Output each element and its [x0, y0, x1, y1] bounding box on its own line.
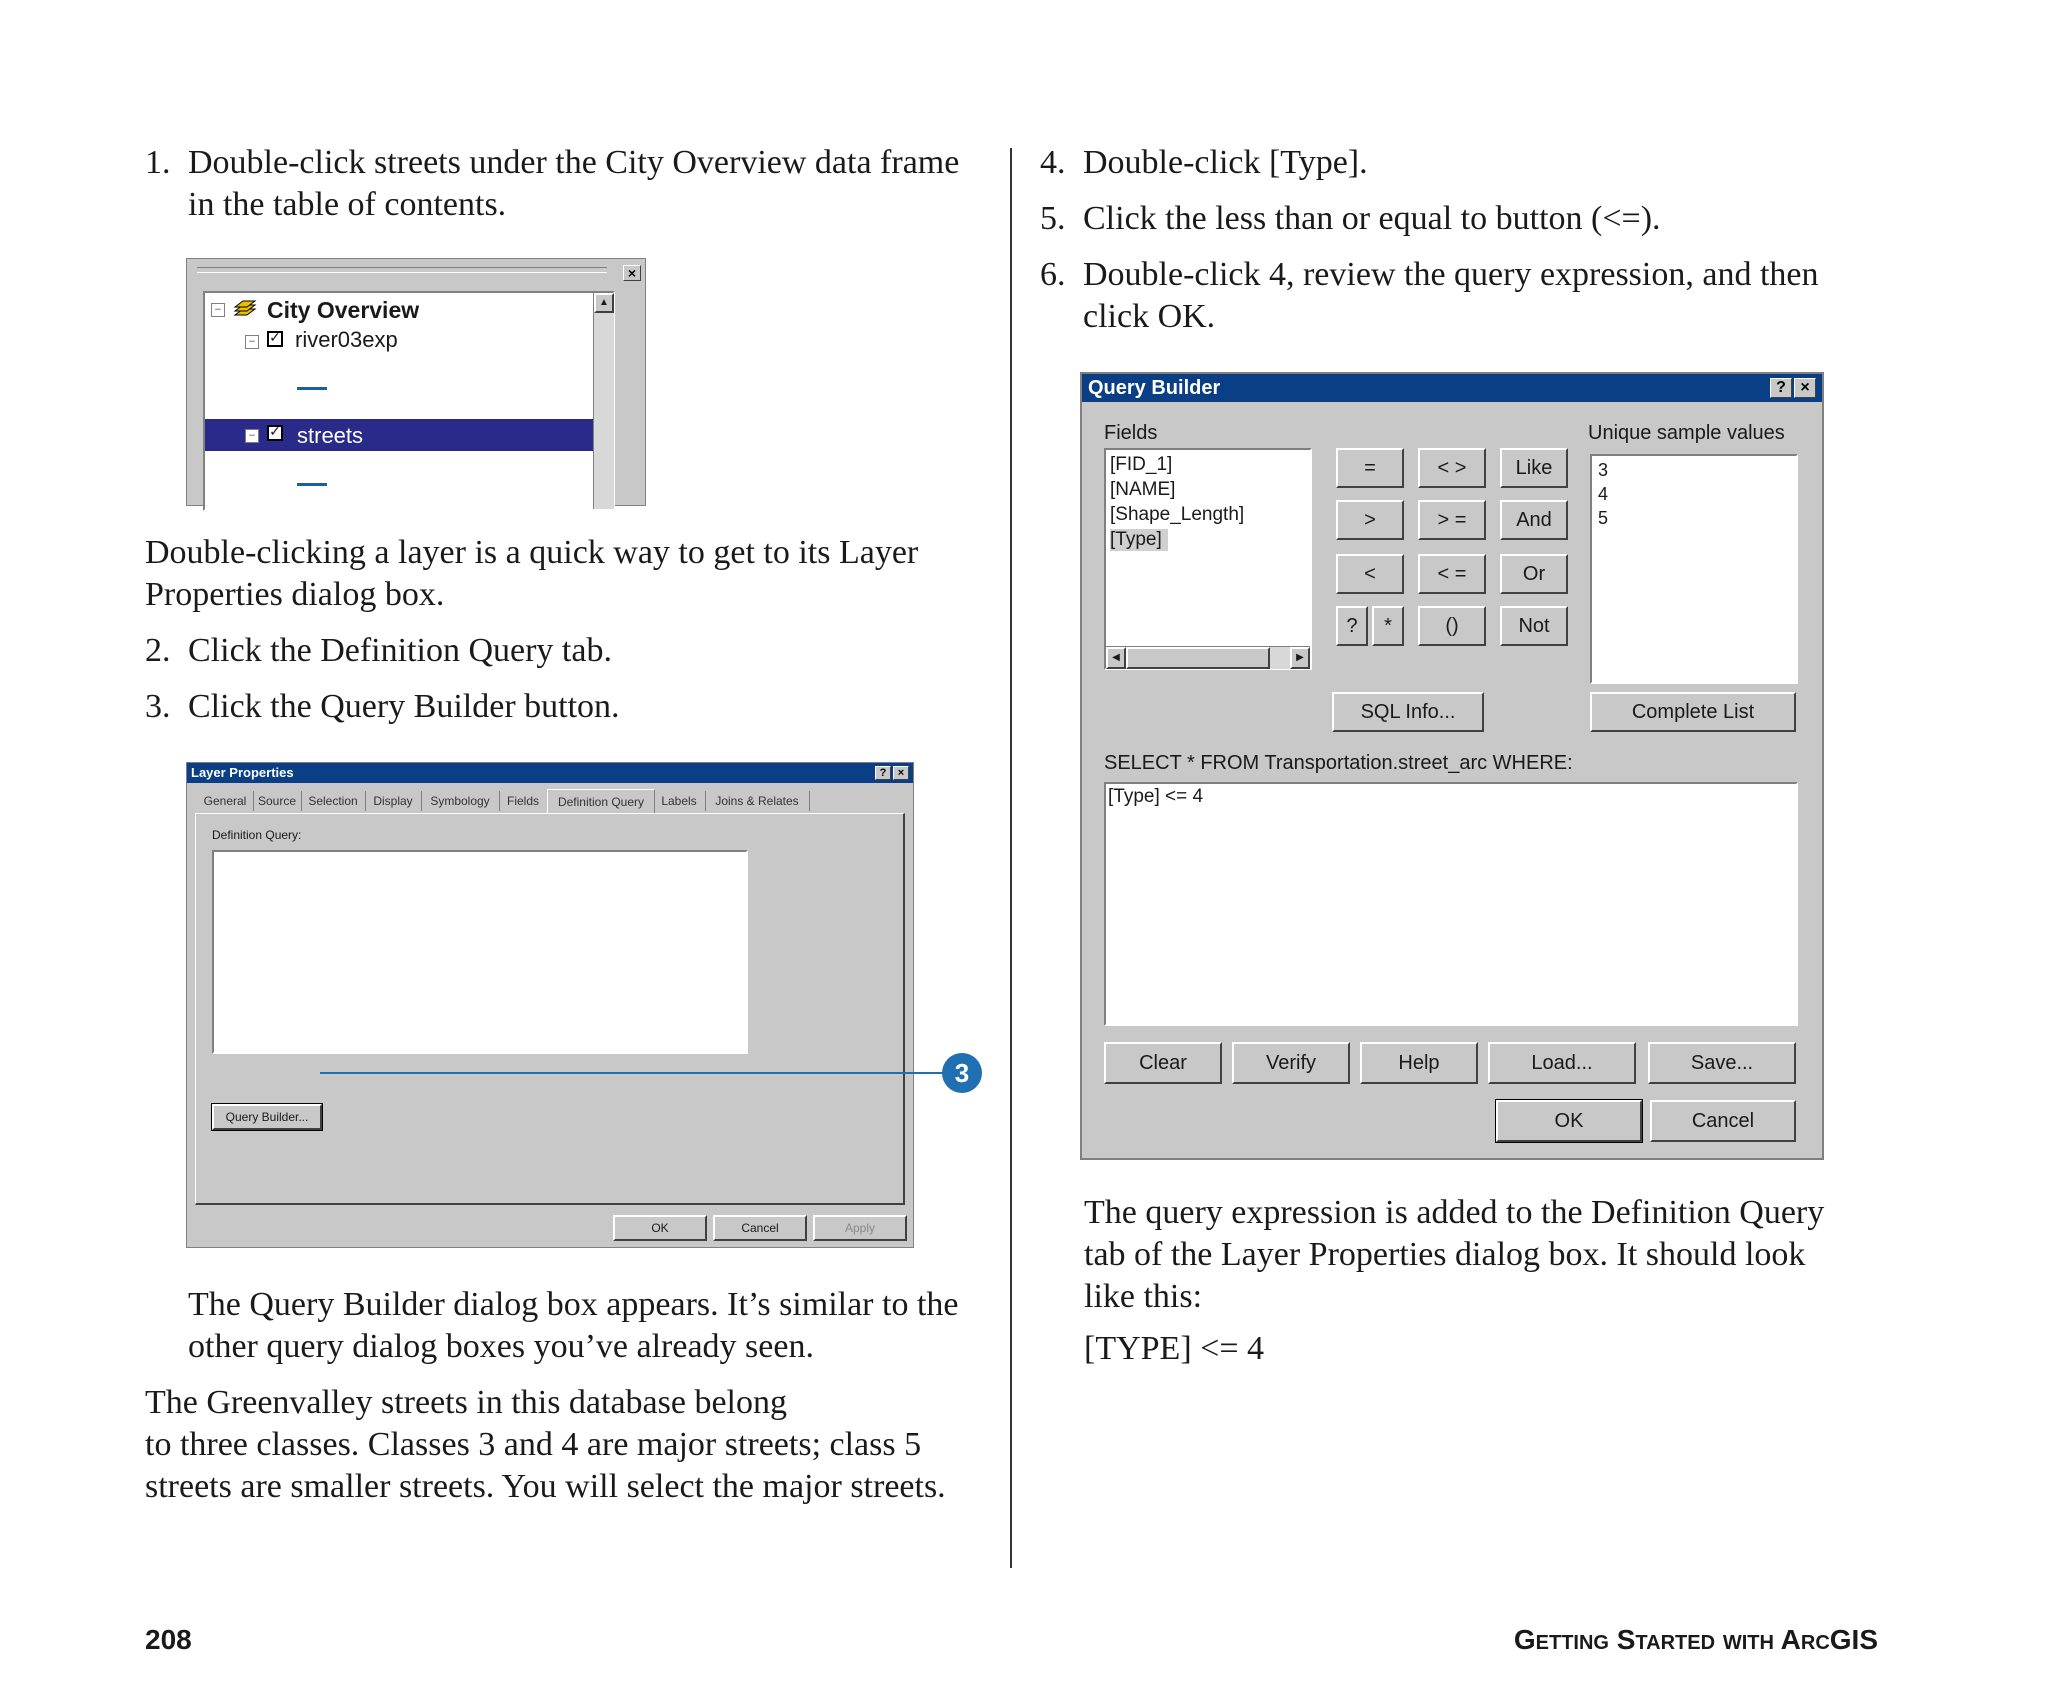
step-number: 6. — [1040, 256, 1066, 293]
ok-button[interactable]: OK — [1496, 1100, 1642, 1142]
fields-list[interactable] — [1104, 448, 1312, 670]
dialog-title: Layer Properties — [187, 763, 913, 783]
value-item[interactable]: 5 — [1598, 508, 1609, 528]
parentheses-button[interactable]: () — [1418, 606, 1486, 646]
toc-screenshot — [186, 258, 646, 506]
tab-joins-relates[interactable]: Joins & Relates — [705, 791, 810, 811]
less-than-button[interactable]: < — [1336, 554, 1404, 594]
paragraph-line: streets are smaller streets. You will select the major streets. — [145, 1468, 946, 1505]
scroll-left-icon[interactable]: ◀ — [1106, 647, 1126, 669]
step-1 — [145, 142, 1005, 232]
tab-strip — [197, 791, 897, 813]
wildcard-multi-button[interactable]: * — [1372, 606, 1404, 646]
paragraph-line: tab of the Layer Properties dialog box. It should look — [1084, 1236, 1806, 1273]
tab-panel — [195, 813, 905, 1205]
tab-source[interactable]: Source — [253, 791, 302, 811]
layer-properties-dialog — [186, 762, 914, 1248]
toc-tree — [203, 291, 615, 511]
greater-equal-button[interactable]: > = — [1418, 500, 1486, 540]
selected-row-highlight — [205, 419, 607, 451]
toc-grip — [197, 267, 607, 273]
toc-close-button[interactable] — [623, 265, 641, 281]
wildcard-single-button[interactable]: ? — [1336, 606, 1368, 646]
step-text: Click the Query Builder button. — [188, 688, 620, 725]
field-item[interactable]: [NAME] — [1110, 479, 1176, 500]
collapse-icon[interactable]: − — [245, 335, 259, 349]
help-button[interactable] — [875, 766, 891, 780]
layer-checkbox[interactable]: ✓ — [267, 425, 283, 441]
data-frame-label[interactable]: City Overview — [267, 297, 420, 323]
tab-selection[interactable]: Selection — [301, 791, 366, 811]
paragraph-line: Double-clicking a layer is a quick way to get to its Layer — [145, 534, 919, 571]
step-2 — [145, 630, 1005, 672]
page-number: 208 — [145, 1624, 192, 1655]
expression-textbox[interactable] — [1104, 782, 1798, 1026]
layer-label[interactable]: streets — [297, 423, 364, 448]
scroll-right-icon[interactable]: ▶ — [1290, 647, 1310, 669]
help-icon: ? — [879, 767, 887, 779]
paragraph-line: like this: — [1084, 1278, 1203, 1315]
equals-button[interactable]: = — [1336, 448, 1404, 488]
fields-label: Fields — [1104, 422, 1158, 444]
close-button[interactable] — [1794, 378, 1816, 398]
tab-labels[interactable]: Labels — [653, 791, 706, 811]
step-3 — [145, 686, 1005, 728]
save-button[interactable]: Save... — [1648, 1042, 1796, 1084]
like-button[interactable]: Like — [1500, 448, 1568, 488]
street-symbol — [297, 483, 327, 486]
data-frame-icon — [231, 299, 257, 321]
ok-button[interactable]: OK — [613, 1215, 707, 1241]
apply-button[interactable]: Apply — [813, 1215, 907, 1241]
field-item-selected[interactable]: [Type] — [1110, 529, 1168, 551]
load-button[interactable]: Load... — [1488, 1042, 1636, 1084]
step-number: 4. — [1040, 144, 1066, 181]
help-icon: ? — [1776, 379, 1786, 396]
clear-button[interactable]: Clear — [1104, 1042, 1222, 1084]
value-item[interactable]: 3 — [1598, 460, 1609, 480]
step-number: 2. — [145, 632, 171, 669]
step-text: Double-click 4, review the query expression, and then — [1083, 256, 1819, 293]
field-item[interactable]: [FID_1] — [1110, 454, 1173, 475]
callout-badge: 3 — [942, 1053, 982, 1093]
column-divider — [1010, 148, 1012, 1568]
paragraph-expression-added — [1084, 1192, 1964, 1318]
result-expression: [TYPE] <= 4 — [1084, 1330, 1264, 1367]
complete-list-button[interactable]: Complete List — [1590, 692, 1796, 732]
tab-general[interactable]: General — [197, 791, 254, 811]
paragraph-line: The Query Builder dialog box appears. It’s similar to the — [188, 1286, 959, 1323]
layer-checkbox[interactable]: ✓ — [267, 331, 283, 347]
verify-button[interactable]: Verify — [1232, 1042, 1350, 1084]
unique-values-label: Unique sample values — [1588, 422, 1785, 444]
tab-fields[interactable]: Fields — [499, 791, 548, 811]
vertical-scrollbar[interactable] — [593, 293, 614, 509]
unique-values-list[interactable] — [1590, 454, 1798, 684]
step-text-line2: click OK. — [1083, 298, 1216, 335]
tab-symbology[interactable]: Symbology — [421, 791, 500, 811]
field-item[interactable]: [Shape_Length] — [1110, 504, 1245, 525]
step-text: Double-click streets under the City Overview data frame — [188, 144, 960, 181]
sql-info-button[interactable]: SQL Info... — [1332, 692, 1484, 732]
step-text-line2: in the table of contents. — [188, 186, 507, 223]
step-number: 3. — [145, 688, 171, 725]
cancel-button[interactable]: Cancel — [713, 1215, 807, 1241]
river-symbol — [297, 387, 327, 390]
horizontal-scrollbar[interactable] — [1106, 646, 1310, 669]
step-4 — [1040, 142, 1940, 184]
query-builder-dialog — [1080, 372, 1824, 1160]
close-button[interactable] — [893, 766, 909, 780]
value-item[interactable]: 4 — [1598, 484, 1609, 504]
less-equal-button[interactable]: < = — [1418, 554, 1486, 594]
cancel-button[interactable]: Cancel — [1650, 1100, 1796, 1142]
scroll-thumb[interactable] — [1126, 647, 1270, 669]
close-icon: × — [627, 265, 637, 281]
step-6 — [1040, 254, 1940, 338]
paragraph-query-builder-appears — [188, 1284, 1008, 1368]
scroll-up-icon[interactable]: ▲ — [594, 293, 614, 313]
callout-line — [320, 1072, 956, 1074]
close-icon: × — [1800, 379, 1810, 396]
tab-definition-query[interactable]: Definition Query — [547, 789, 655, 814]
help-button[interactable] — [1770, 378, 1792, 398]
step-text: Click the Definition Query tab. — [188, 632, 612, 669]
close-icon: × — [897, 767, 905, 779]
not-equal-button[interactable]: < > — [1418, 448, 1486, 488]
query-builder-button[interactable]: Query Builder... — [212, 1104, 322, 1130]
step-number: 5. — [1040, 200, 1066, 237]
greater-than-button[interactable]: > — [1336, 500, 1404, 540]
step-number: 1. — [145, 144, 171, 181]
tab-display[interactable]: Display — [365, 791, 422, 811]
running-title: Getting Started with ArcGIS — [1513, 1624, 1878, 1655]
paragraph-street-classes — [145, 1382, 1005, 1508]
collapse-icon[interactable]: − — [245, 429, 259, 443]
paragraph-layer-shortcut — [145, 532, 1005, 616]
definition-query-label: Definition Query: — [212, 828, 302, 842]
paragraph-line: other query dialog boxes you’ve already seen. — [188, 1328, 814, 1365]
expression-text: [Type] <= 4 — [1108, 786, 1204, 807]
collapse-icon[interactable]: − — [211, 303, 225, 317]
not-button[interactable]: Not — [1500, 606, 1568, 646]
dialog-title: Query Builder — [1082, 374, 1822, 402]
help-dialog-button[interactable]: Help — [1360, 1042, 1478, 1084]
and-button[interactable]: And — [1500, 500, 1568, 540]
definition-query-textbox[interactable] — [212, 850, 748, 1054]
select-statement-label: SELECT * FROM Transportation.street_arc WHERE: — [1104, 752, 1573, 774]
step-text: Double-click [Type]. — [1083, 144, 1368, 181]
paragraph-line: to three classes. Classes 3 and 4 are major streets; class 5 — [145, 1426, 922, 1463]
layer-label[interactable]: river03exp — [295, 327, 398, 352]
paragraph-line: Properties dialog box. — [145, 576, 445, 613]
step-text: Click the less than or equal to button (<=). — [1083, 200, 1661, 237]
paragraph-line: The Greenvalley streets in this database belong — [145, 1384, 787, 1421]
step-5 — [1040, 198, 1940, 240]
paragraph-line: The query expression is added to the Definition Query — [1084, 1194, 1825, 1231]
or-button[interactable]: Or — [1500, 554, 1568, 594]
